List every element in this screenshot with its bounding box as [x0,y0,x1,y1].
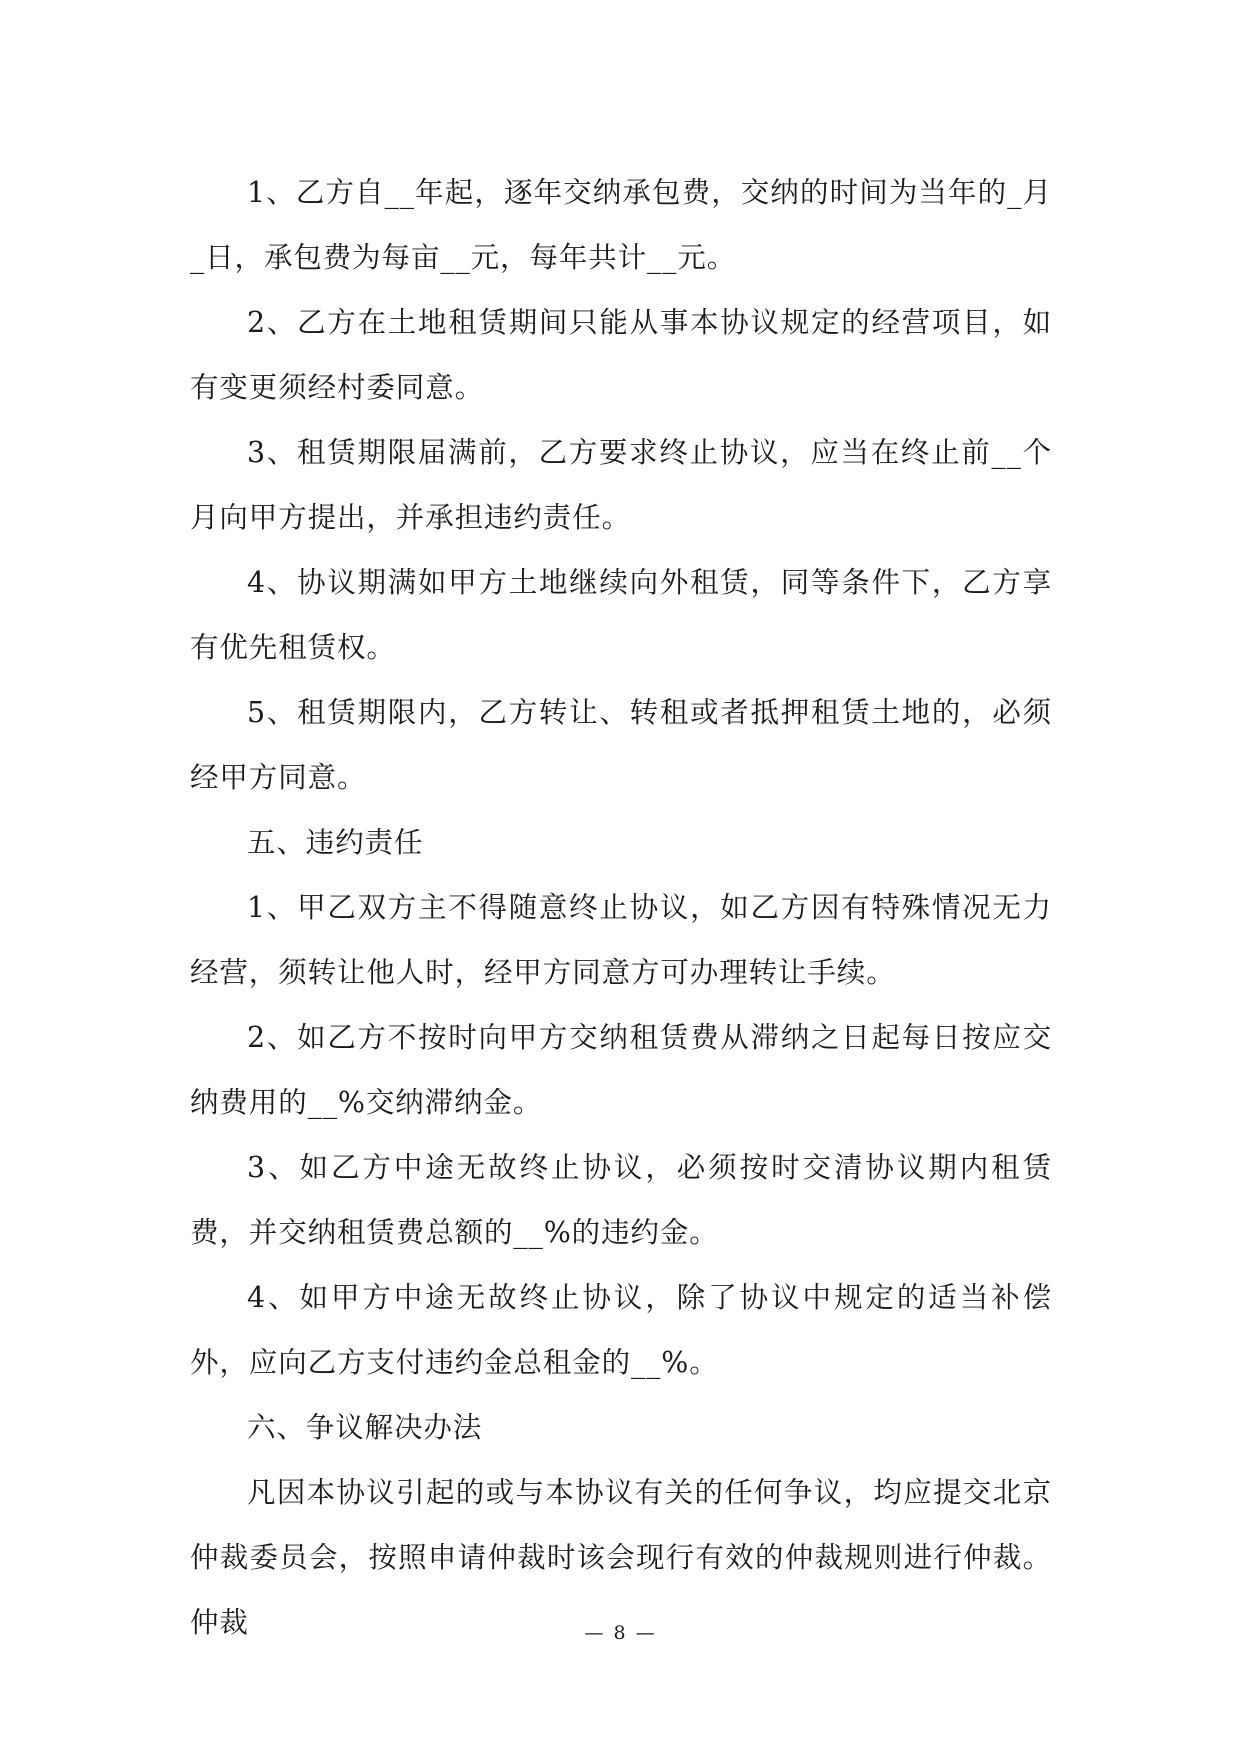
clause-4-1: 1、乙方自__年起，逐年交纳承包费，交纳的时间为当年的_月_日，承包费为每亩__元，每年共计__元。 [190,176,1052,274]
clause-5-3: 3、如乙方中途无故终止协议，必须按时交清协议期内租赁费，并交纳租赁费总额的__%的违约金。 [190,1151,1052,1249]
section-heading-breach: 五、违约责任 [247,826,424,859]
clause-4-5: 5、租赁期限内，乙方转让、转租或者抵押租赁土地的，必须经甲方同意。 [190,696,1052,794]
document-body [190,160,1052,1655]
clause-5-1: 1、甲乙双方主不得随意终止协议，如乙方因有特殊情况无力经营，须转让他人时，经甲方同意方可办理转让手续。 [190,891,1052,989]
section-heading-dispute: 六、争议解决办法 [247,1411,483,1444]
clause-5-4: 4、如甲方中途无故终止协议，除了协议中规定的适当补偿外，应向乙方支付违约金总租金的__%。 [190,1281,1052,1379]
clause-4-2: 2、乙方在土地租赁期间只能从事本协议规定的经营项目，如有变更须经村委同意。 [190,306,1052,404]
page-number: — 8 — [584,1622,657,1644]
clause-4-3: 3、租赁期限届满前，乙方要求终止协议，应当在终止前__个月向甲方提出，并承担违约责任。 [190,436,1052,534]
clause-5-2: 2、如乙方不按时向甲方交纳租赁费从滞纳之日起每日按应交纳费用的__%交纳滞纳金。 [190,1021,1052,1119]
clause-6-body: 凡因本协议引起的或与本协议有关的任何争议，均应提交北京仲裁委员会，按照申请仲裁时该会现行有效的仲裁规则进行仲裁。仲裁 [190,1476,1052,1639]
clause-4-4: 4、协议期满如甲方土地继续向外租赁，同等条件下，乙方享有优先租赁权。 [190,566,1052,664]
